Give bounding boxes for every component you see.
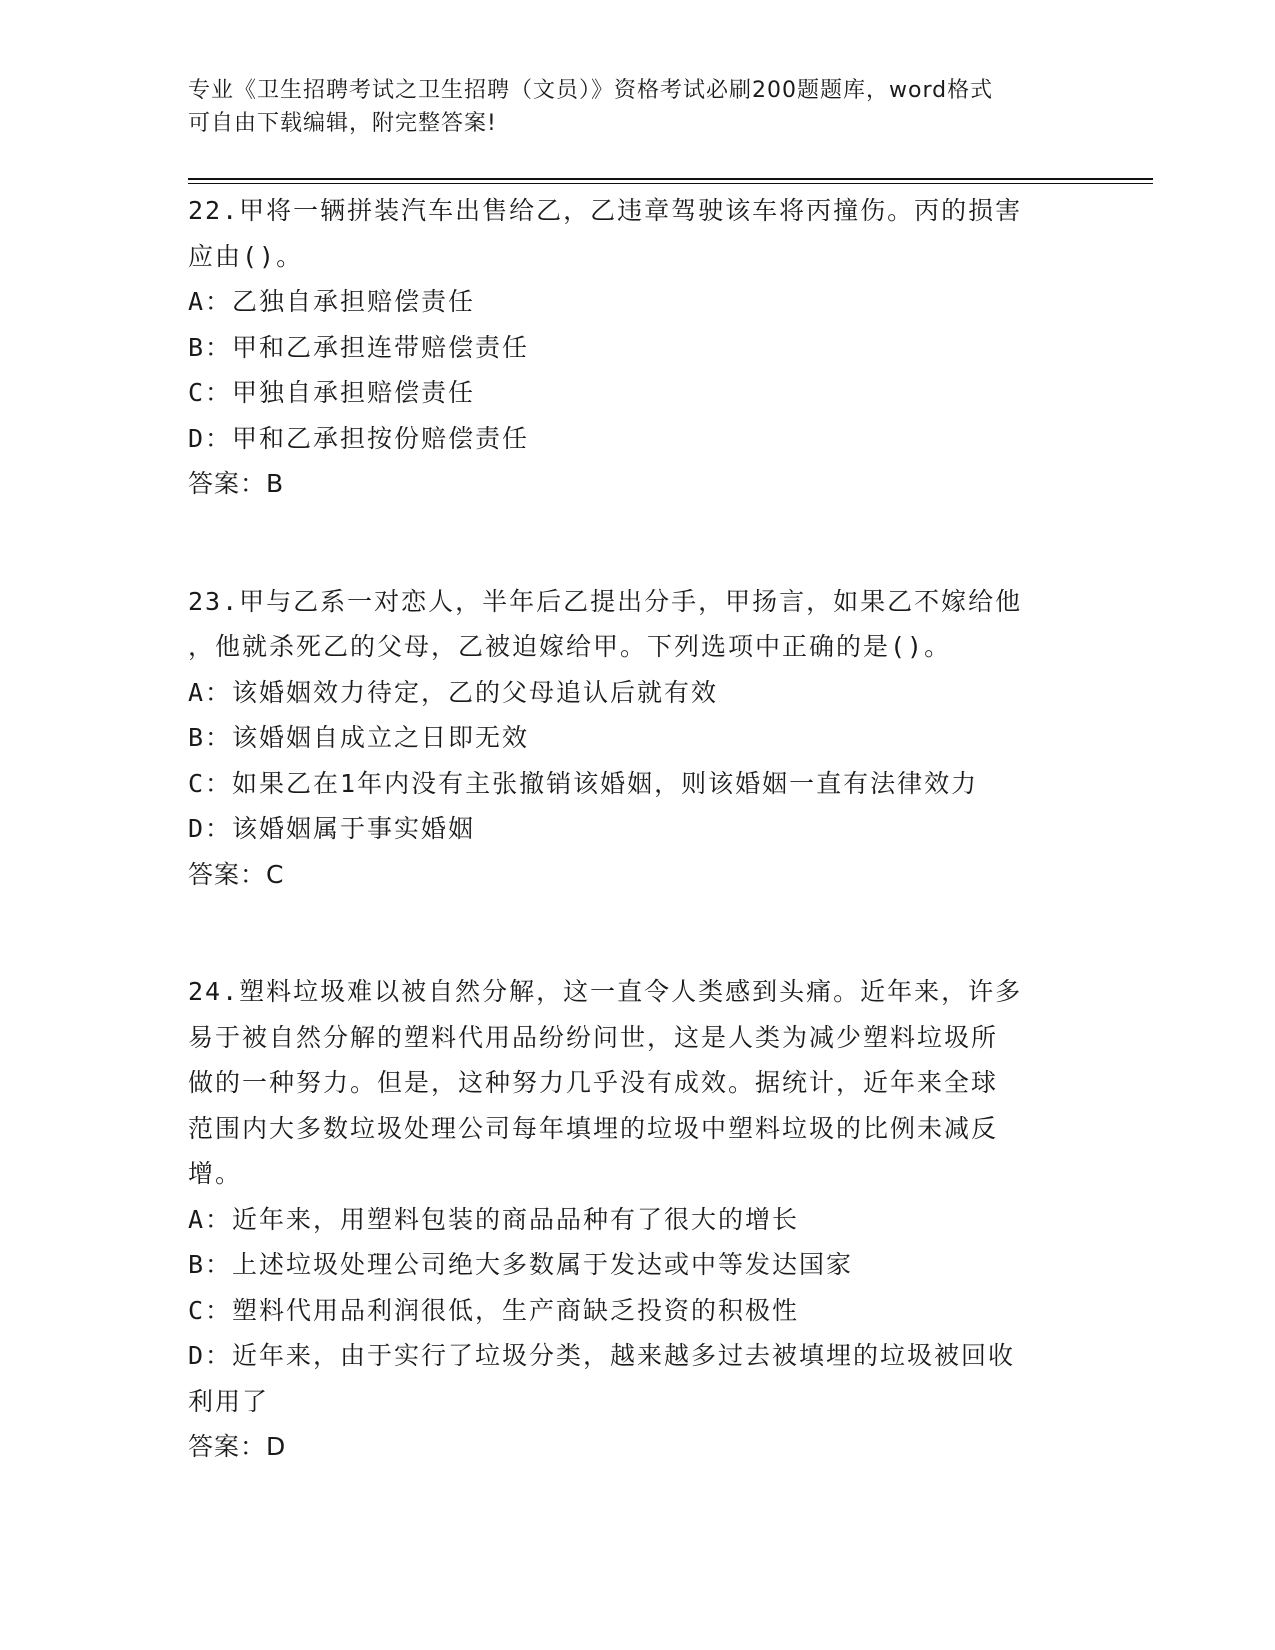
question-text: 增。 (188, 1159, 243, 1188)
option-b: B：甲和乙承担连带赔偿责任 (188, 332, 530, 362)
question-text: 22.甲将一辆拼装汽车出售给乙，乙违章驾驶该车将丙撞伤。丙的损害 (188, 196, 1023, 225)
document-header (188, 74, 1068, 140)
option-d: D：该婚姻属于事实婚姻 (188, 814, 476, 843)
option-c: C：甲独自承担赔偿责任 (188, 378, 476, 407)
header-line: 专业《卫生招聘考试之卫生招聘（文员）》资格考试必刷200题题库，word格式 (188, 78, 994, 103)
answer-label: 答案：D (188, 1432, 287, 1461)
option-a: A：该婚姻效力待定，乙的父母追认后就有效 (188, 677, 719, 707)
question-23 (188, 579, 1068, 898)
question-text: ，他就杀死乙的父母，乙被迫嫁给甲。下列选项中正确的是()。 (188, 632, 952, 661)
question-list (188, 188, 1068, 1542)
header-divider-thin (188, 183, 1153, 184)
question-text: 24.塑料垃圾难以被自然分解，这一直令人类感到头痛。近年来，许多 (188, 977, 1023, 1006)
option-b: B：该婚姻自成立之日即无效 (188, 723, 530, 752)
question-text: 范围内大多数垃圾处理公司每年填埋的垃圾中塑料垃圾的比例未减反 (188, 1113, 999, 1143)
header-divider-thick (188, 178, 1153, 180)
question-24 (188, 969, 1068, 1470)
option-d: D：甲和乙承担按份赔偿责任 (188, 423, 530, 453)
option-d-continued: 利用了 (188, 1386, 270, 1416)
question-text: 应由()。 (188, 241, 304, 271)
header-line: 可自由下载编辑，附完整答案! (188, 111, 497, 136)
option-a: A：乙独自承担赔偿责任 (188, 287, 476, 316)
option-a: A：近年来，用塑料包装的商品品种有了很大的增长 (188, 1204, 800, 1234)
question-text: 23.甲与乙系一对恋人，半年后乙提出分手，甲扬言，如果乙不嫁给他 (188, 586, 1023, 616)
option-c: C：如果乙在1年内没有主张撤销该婚姻，则该婚姻一直有法律效力 (188, 768, 979, 798)
option-d: D：近年来，由于实行了垃圾分类，越来越多过去被填埋的垃圾被回收 (188, 1341, 1016, 1370)
question-text: 易于被自然分解的塑料代用品纷纷问世，这是人类为减少塑料垃圾所 (188, 1022, 999, 1052)
answer-label: 答案：C (188, 859, 285, 889)
option-b: B：上述垃圾处理公司绝大多数属于发达或中等发达国家 (188, 1250, 854, 1279)
option-c: C：塑料代用品利润很低，生产商缺乏投资的积极性 (188, 1295, 800, 1325)
answer-label: 答案：B (188, 469, 285, 498)
question-text: 做的一种努力。但是，这种努力几乎没有成效。据统计，近年来全球 (188, 1068, 999, 1097)
question-22 (188, 188, 1068, 507)
